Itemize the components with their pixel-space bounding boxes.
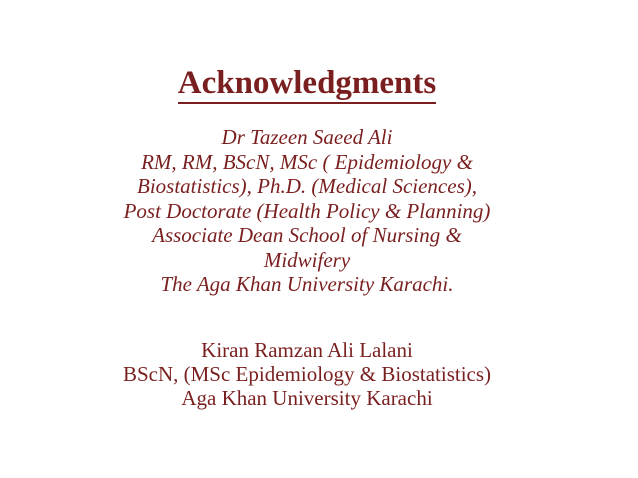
author2-affiliation: Aga Khan University Karachi [181, 386, 433, 410]
author1-name: Dr Tazeen Saeed Ali [221, 125, 393, 149]
author2-block [0, 338, 614, 410]
author1-position-line-1: Associate Dean School of Nursing & [152, 223, 462, 247]
author2-name: Kiran Ramzan Ali Lalani [201, 338, 413, 362]
author2-credentials: BScN, (MSc Epidemiology & Biostatistics) [122, 362, 492, 386]
slide-title [0, 64, 614, 102]
author1-credentials-line-1: RM, RM, BScN, MSc ( Epidemiology & [141, 149, 473, 174]
author1-credentials-line-3: Post Doctorate (Health Policy & Planning) [123, 198, 491, 223]
author1-credentials-line-2: Biostatistics), Ph.D. (Medical Sciences), [137, 174, 477, 198]
author1-position-line-2: Midwifery [263, 247, 351, 272]
author1-block [0, 125, 614, 297]
author1-affiliation: The Aga Khan University Karachi. [160, 272, 454, 296]
slide-title-text: Acknowledgments [178, 65, 437, 104]
